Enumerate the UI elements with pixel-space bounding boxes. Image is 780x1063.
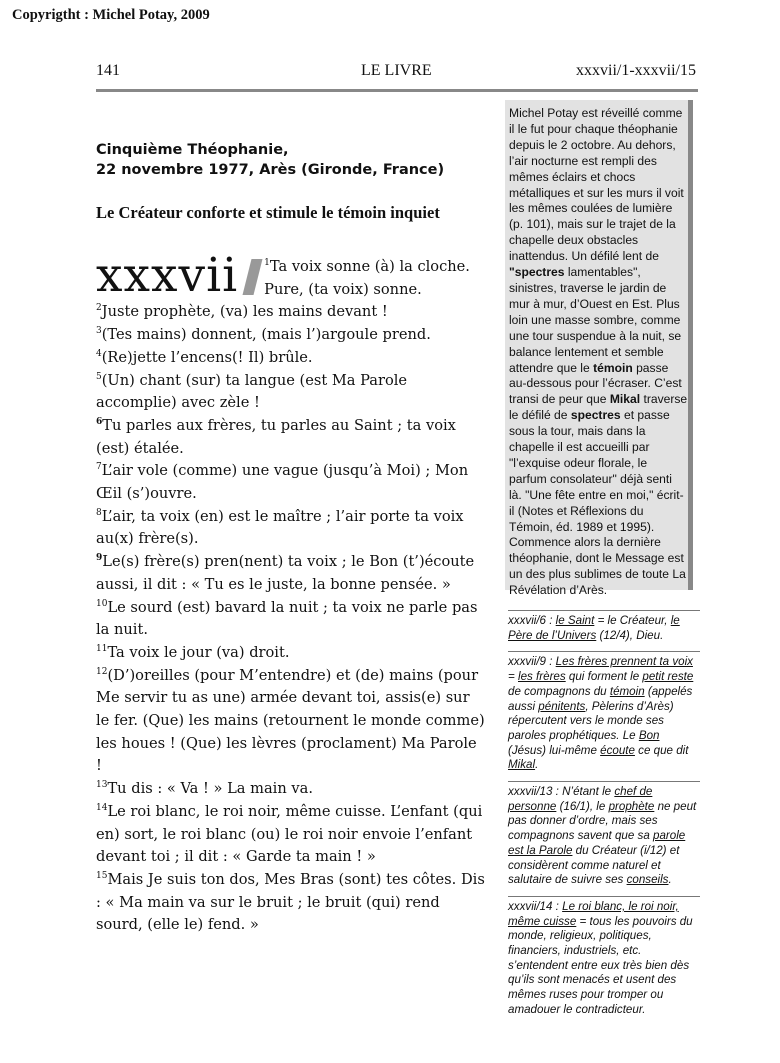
note-text: (16/1), le <box>556 799 609 813</box>
verse-number: 14 <box>96 802 108 813</box>
verse <box>96 301 486 324</box>
note-text: ce que dit <box>634 743 689 757</box>
verse-number: 10 <box>96 598 108 609</box>
verse-text: Mais Je suis ton dos, Mes Bras (sont) tes côtes. Dis : « Ma main va sur le bruit ; le bruit (qui) rend sourd, (elle le) fend. » <box>96 870 485 934</box>
verse-text: Tu dis : « Va ! » La main va. <box>107 780 313 798</box>
sidebox-text: passe au-dessous pour l’écraser. C’est transi de peur que <box>509 360 682 407</box>
section-title-line-2: 22 novembre 1977, Arès (Gironde, France) <box>96 162 445 178</box>
note-term: pénitents <box>538 699 586 713</box>
note-term: petit reste <box>642 670 694 684</box>
note-text: qui forment le <box>565 670 643 684</box>
verse <box>96 642 486 665</box>
verse-number: 1 <box>264 258 270 268</box>
verse-text: L’air, ta voix (en) est le maître ; l’air porte ta voix au(x) frère(s). <box>96 507 464 548</box>
verse-text: L’air vole (comme) une vague (jusqu’à Moi) ; Mon Œil (s’)ouvre. <box>96 462 469 503</box>
verse-text: Ta voix sonne (à) la cloche. Pure, (ta voix) sonne. <box>264 258 470 298</box>
verse-number: 9 <box>96 553 103 564</box>
sidebox-text: Michel Potay est réveillé comme il le fut pour chaque théophanie depuis le 2 octobre. Au dehors, l’air nocturne est rempli des mêmes éclairs et chocs métalliques et sur les murs il voit les mêmes coulées de lumière (p. 101), mais sur le trajet de la chapelle deux obstacles inattendus. Un défilé lent de <box>509 106 684 264</box>
note-ref: xxxvii/9 : <box>508 655 556 669</box>
verse <box>96 324 486 347</box>
verse-number: 12 <box>96 666 108 677</box>
note-term: Les frères prennent ta voix <box>555 655 693 669</box>
margin-notes <box>508 610 700 1026</box>
verse-number: 2 <box>96 303 102 314</box>
verse <box>96 415 486 460</box>
note-term: conseils <box>626 873 669 887</box>
verse-text: Le sourd (est) bavard la nuit ; ta voix ne parle pas la nuit. <box>96 598 478 639</box>
note-divider <box>508 610 700 611</box>
note-divider <box>508 896 700 897</box>
verse <box>96 801 486 869</box>
sidebox-bold-spectres: spectres <box>570 408 621 423</box>
note-term: Le roi blanc, le roi noir, même cuisse <box>508 899 679 928</box>
chapter-range: xxxvii/1-xxxvii/15 <box>576 62 696 79</box>
note-text: . <box>535 758 539 772</box>
sidebox-bold-spectres-quoted: "spectres <box>509 265 565 280</box>
verse-text: (Re)jette l’encens(! Il) brûle. <box>101 348 313 366</box>
sidebox-text: lamentables", sinistres, traverse le jardin de mur à mur, d’Ouest en Est. Plus loin une masse sombre, comme une tour suspendue à la nuit, se balance lentement et semble attendre que le <box>509 265 682 375</box>
context-sidebox <box>505 100 693 598</box>
note-text: (appelés aussi <box>508 684 693 713</box>
verse-text: Tu parles aux frères, tu parles au Saint ; ta voix (est) étalée. <box>96 416 456 457</box>
chapter-subtitle: Le Créateur conforte et stimule le témoin inquiet <box>96 203 440 222</box>
verse-number: 4 <box>96 348 102 359</box>
note-verse-14 <box>508 900 700 1018</box>
note-text: = <box>508 670 518 684</box>
verse-number: 8 <box>96 507 102 518</box>
note-term: Mikal <box>508 758 536 772</box>
chapter-numeral-text: xxxvii <box>96 248 239 303</box>
verse <box>96 597 486 642</box>
note-term: le Père de l’Univers <box>508 614 680 642</box>
verse-number: 11 <box>96 643 108 654</box>
sidebox-text: traverse le défilé de <box>509 392 688 423</box>
page-number: 141 <box>96 62 120 79</box>
verse-text: (Un) chant (sur) ta langue (est Ma Parole accomplie) avec zèle ! <box>96 371 408 412</box>
note-text: = le Créateur, <box>594 614 671 627</box>
verse <box>96 506 486 551</box>
note-verse-9 <box>508 655 700 773</box>
note-term: parole est la Parole <box>508 829 686 857</box>
chapter-numeral <box>96 248 258 303</box>
verse <box>96 370 486 415</box>
verse-text: (Tes mains) donnent, (mais l’)argoule prend. <box>101 326 431 344</box>
note-term: les frères <box>518 670 566 684</box>
note-divider <box>508 651 700 652</box>
verse-number: 7 <box>96 462 102 473</box>
note-text: de compagnons du <box>508 684 610 698</box>
verse-number: 15 <box>96 870 108 881</box>
verse <box>96 551 486 596</box>
note-text: ne peut pas donner d’ordre, mais ses compagnons savent que sa <box>508 799 697 843</box>
verse-text: Le roi blanc, le roi noir, même cuisse. L’enfant (qui en) sort, le roi blanc (ou) le roi noir envoie l’enfant devant toi ; il dit : « Garde ta main ! » <box>96 802 483 866</box>
verse-number: 13 <box>96 780 108 791</box>
note-text: du Créateur (i/12) et considèrent comme naturel et salutaire de suivre ses <box>508 843 680 887</box>
book-title: LE LIVRE <box>361 62 432 79</box>
note-text: , Pèlerins d’Arès) répercutent vers le monde ses paroles prophétiques. Le <box>508 699 674 742</box>
note-term: le Saint <box>555 614 595 627</box>
note-verse-6 <box>508 614 700 643</box>
note-text: . <box>668 873 672 887</box>
verse <box>96 460 486 505</box>
note-term: écoute <box>600 743 635 757</box>
note-ref: xxxvii/6 : <box>508 614 556 627</box>
copyright-notice: Copyrigtht : Michel Potay, 2009 <box>12 7 210 23</box>
note-term: Bon <box>638 728 660 742</box>
note-text: = tous les pouvoirs du monde, religieux, politiques, financiers, industriels, etc. s’entendent entre eux très bien dès qu’ils sont menacés et usent des mêmes ruses pour tromper ou amadouer le contradicteur. <box>508 914 693 1016</box>
verse-text: Le(s) frère(s) pren(nent) ta voix ; le Bon (t’)écoute aussi, il dit : « Tu es le juste, la bonne pensée. » <box>96 553 475 593</box>
verse-number: 6 <box>96 416 103 427</box>
verse <box>96 347 486 370</box>
verse-text: Juste prophète, (va) les mains devant ! <box>101 303 388 321</box>
note-term: prophète <box>608 799 655 813</box>
sidebox-bold-mikal: Mikal <box>609 392 641 407</box>
section-title <box>96 140 444 180</box>
note-ref: xxxvii/13 : N’étant le <box>508 785 615 799</box>
verse-number: 3 <box>96 326 102 337</box>
note-verse-13 <box>508 785 700 888</box>
header-rule <box>96 89 698 92</box>
note-divider <box>508 781 700 782</box>
sidebox-text: et passe sous la tour, mais dans la chapelle il est accueilli par "l’exquise odeur florale, le parfum consolateur" déjà senti là. "Une fête entre en moi," écrit-il (Notes et Réflexions du Témoin, éd. 1989 et 1995). Commence alors la dernière théophanie, dont le Message est un des plus sublimes de toute La Révélation d’Arès. <box>509 408 686 598</box>
verse <box>96 665 486 779</box>
note-term: témoin <box>609 684 645 698</box>
note-text: (12/4), Dieu. <box>596 628 664 642</box>
sidebox-bold-temoin: témoin <box>593 360 633 375</box>
note-term: chef de personne <box>508 785 653 813</box>
verse-number: 5 <box>96 371 102 382</box>
section-title-line-1: Cinquième Théophanie, <box>96 142 289 158</box>
note-ref: xxxvii/14 : <box>508 899 563 913</box>
verse-text: (D’)oreilles (pour M’entendre) et (de) mains (pour Me servir tu as une) armée devant toi, assis(e) sur le fer. (Que) les mains (retournent le monde comme) les houes ! (Que) les lèvres (proclament) Ma Parole ! <box>96 666 485 775</box>
verse <box>96 869 486 937</box>
verse-text: Ta voix le jour (va) droit. <box>107 643 290 661</box>
verse-body <box>96 248 486 937</box>
verse <box>96 778 486 801</box>
note-text: (Jésus) lui-même <box>508 743 601 757</box>
